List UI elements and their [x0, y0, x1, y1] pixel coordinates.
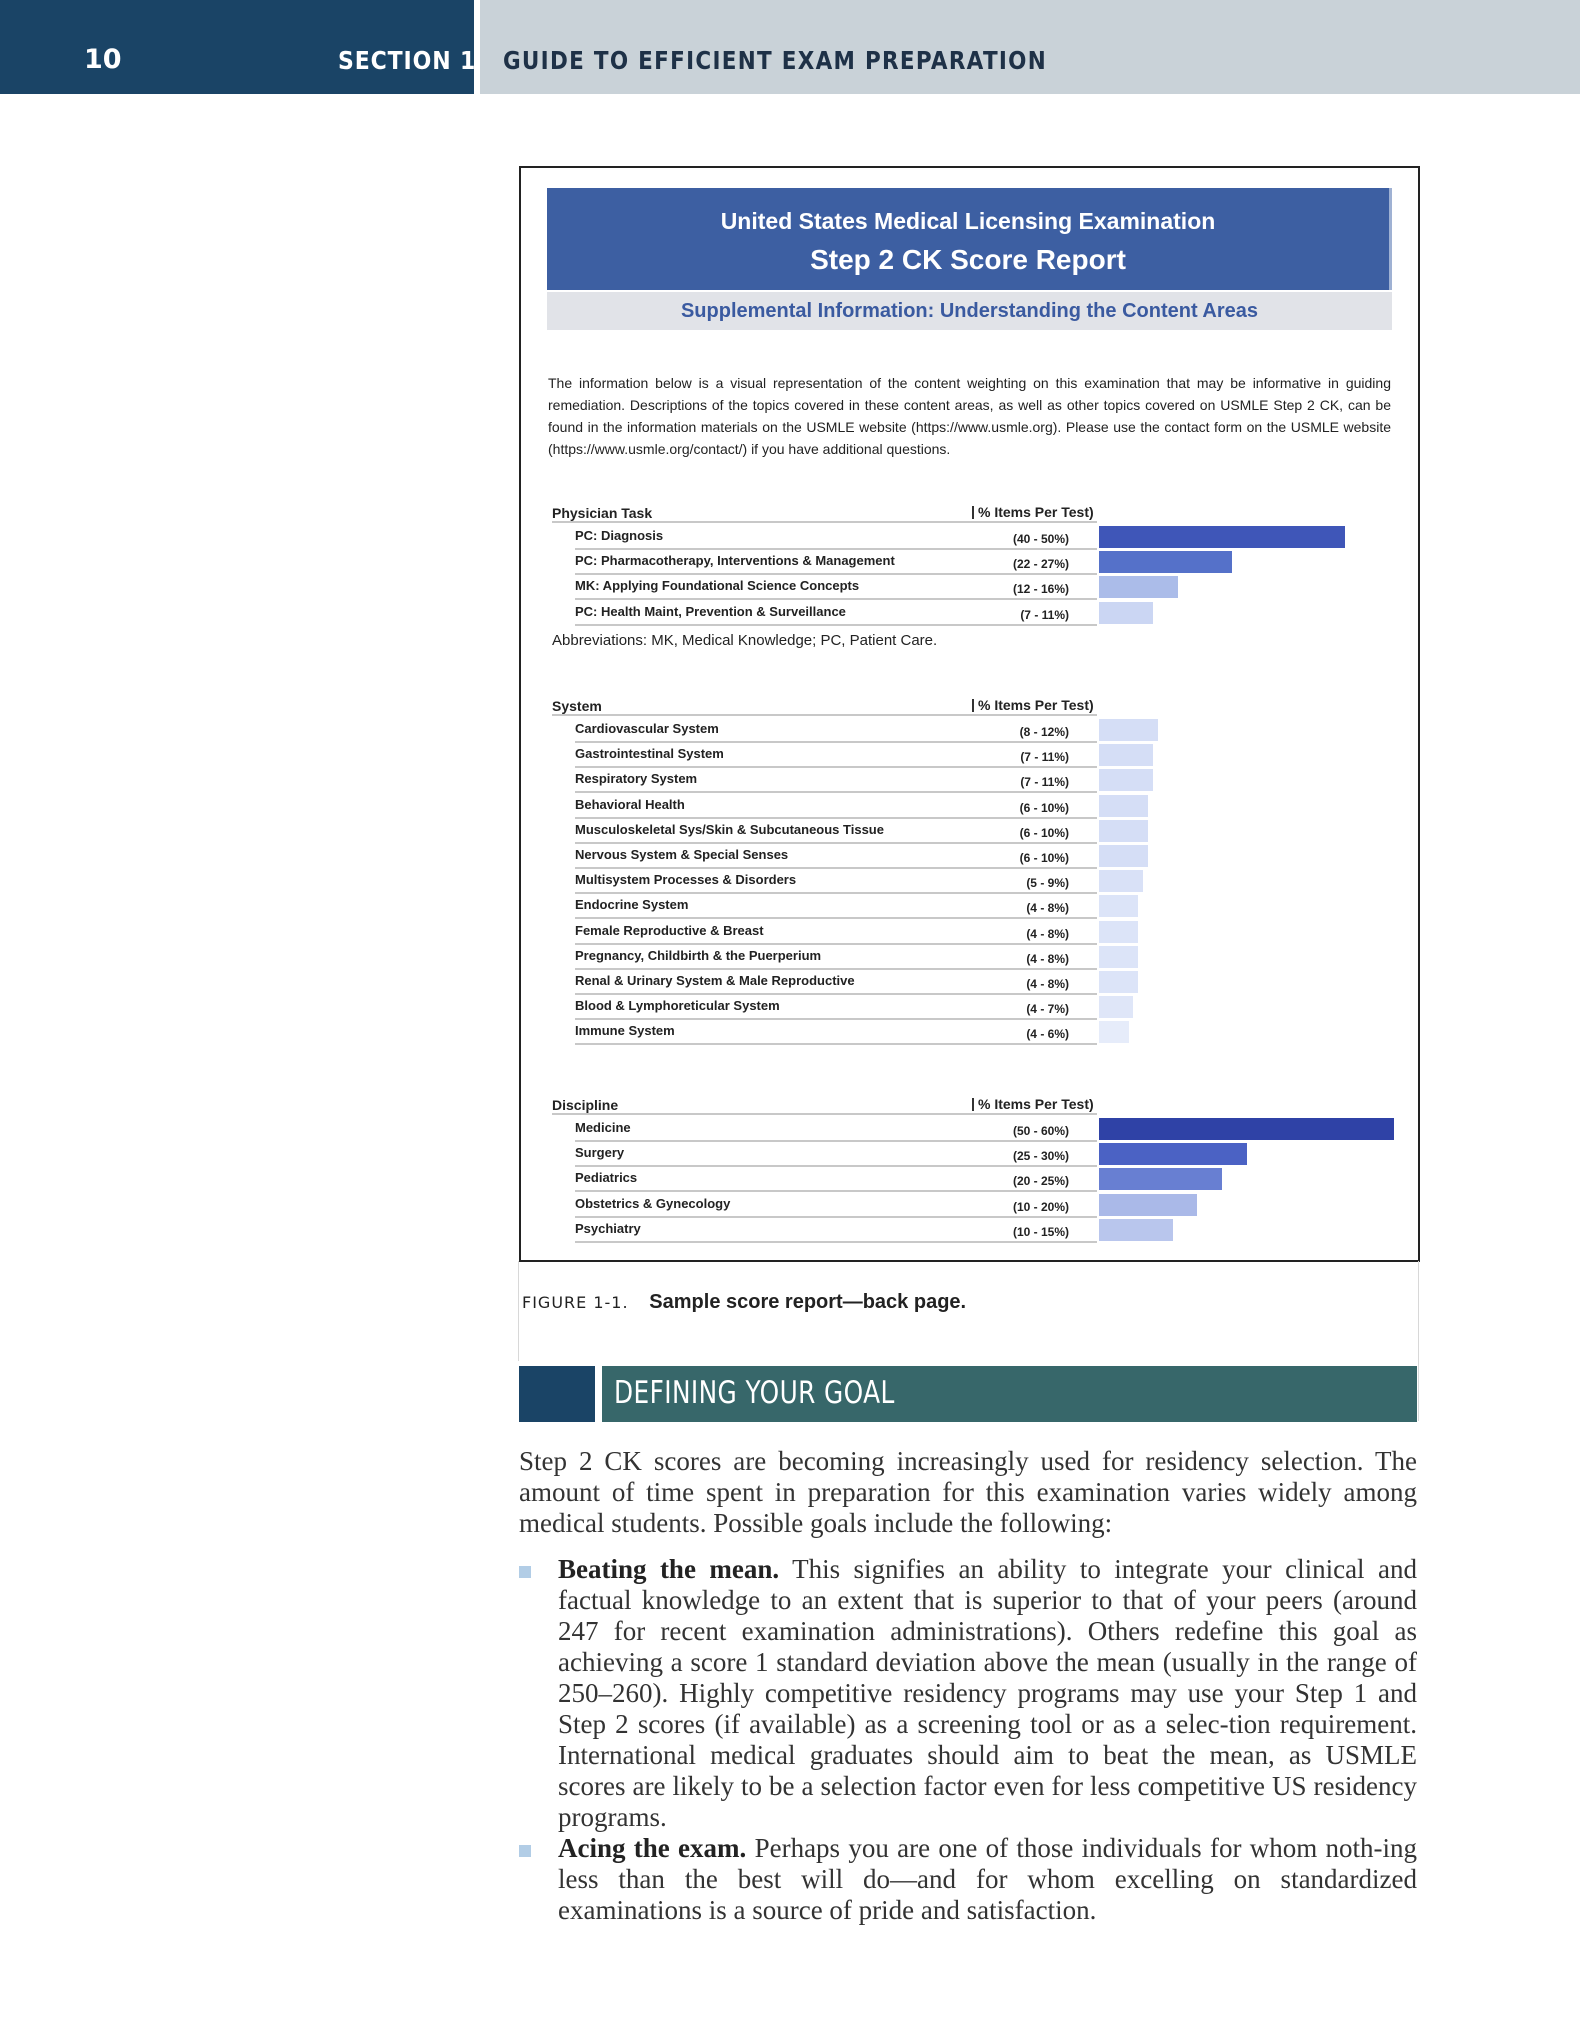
- score-row: [575, 718, 1097, 743]
- score-row-range: (6 - 10%): [1019, 851, 1069, 865]
- score-row-label: PC: Health Maint, Prevention & Surveillance: [575, 603, 846, 619]
- score-row-range: (4 - 7%): [1026, 1002, 1069, 1017]
- bullet-marker: [519, 1845, 531, 1857]
- score-row-range: (6 - 10%): [1019, 825, 1069, 840]
- score-row-label: Female Reproductive & Breast: [575, 922, 764, 938]
- running-title: GUIDE TO EFFICIENT EXAM PREPARATION: [503, 46, 1048, 75]
- score-bar: [1099, 971, 1138, 993]
- score-row: [575, 1142, 1097, 1167]
- score-row-range: (40 - 50%): [1012, 532, 1069, 546]
- score-bar: [1099, 719, 1158, 741]
- score-row-label: Gastrointestinal System: [575, 746, 724, 762]
- score-row: [575, 794, 1097, 819]
- score-row: [575, 945, 1097, 970]
- score-row-label: Endocrine System: [575, 897, 689, 913]
- score-row-range: (6 - 10%): [1019, 800, 1069, 815]
- score-row-range: (7 - 11%): [1020, 775, 1069, 790]
- score-row: [575, 1167, 1097, 1192]
- section-heading-marker: [519, 1366, 595, 1422]
- score-bar: [1099, 870, 1143, 892]
- bullet-text: Perhaps you are one of those individuals for whom noth-ing less than the best will do—and for whom excelling on standardized examinations is a source of pride and satisfaction.: [558, 1833, 1418, 1925]
- score-row: [575, 601, 1097, 626]
- score-bar: [1099, 845, 1148, 867]
- score-row-label: Respiratory System: [575, 771, 698, 787]
- score-row: [575, 869, 1097, 894]
- score-row-label: Musculoskeletal Sys/Skin & Subcutaneous Tissue: [575, 821, 884, 837]
- section-heading: DEFINING YOUR GOAL: [614, 1375, 895, 1411]
- bullet-lead: Beating the mean.: [558, 1554, 780, 1584]
- bullet-marker: [519, 1566, 531, 1578]
- figure-border-line: [1418, 1261, 1419, 1421]
- report-banner: [547, 188, 1392, 290]
- report-intro: The information below is a visual representation of the content weighting on this examination that may be informative in guiding remediation. Descriptions of the topics covered in these content areas, as well as other topics covered on USMLE Step 2 CK, can be found in the information materials on the USMLE website (https://www.usmle.org). Please use the contact form on the USMLE website (https://www.usmle.org/contact/) if you have additional questions.: [548, 375, 1391, 457]
- score-report-figure: [519, 166, 1420, 1262]
- score-bar: [1099, 744, 1153, 766]
- score-row-range: (50 - 60%): [1012, 1124, 1069, 1138]
- score-row: [575, 894, 1097, 919]
- score-row: [575, 819, 1097, 844]
- score-row-label: Cardiovascular System: [575, 721, 719, 736]
- score-row: [575, 995, 1097, 1020]
- score-row-range: (4 - 8%): [1026, 901, 1069, 916]
- score-row-label: Pediatrics: [575, 1170, 638, 1186]
- score-row: [575, 525, 1097, 550]
- bullet-lead: Acing the exam.: [558, 1833, 747, 1863]
- report-title-line1: United States Medical Licensing Examination: [720, 208, 1216, 234]
- score-row-label: PC: Pharmacotherapy, Interventions & Management: [575, 553, 895, 569]
- score-row-label: Medicine: [575, 1120, 631, 1135]
- score-row: [575, 1020, 1097, 1045]
- section-intro-paragraph: Step 2 CK scores are becoming increasingly used for residency selection. The amount of time spent in preparation for this examination varies widely among medical students. Possible goals include the following:: [519, 1446, 1417, 1538]
- score-row-label: Blood & Lymphoreticular System: [575, 998, 780, 1014]
- bullet-item: [558, 1554, 1417, 1833]
- score-row: [575, 768, 1097, 793]
- score-row-range: (12 - 16%): [1012, 582, 1069, 597]
- score-bar: [1099, 820, 1148, 842]
- score-row-label: Behavioral Health: [575, 796, 685, 812]
- bullet-item: [558, 1833, 1417, 1926]
- score-bar: [1099, 895, 1138, 917]
- score-row: [575, 743, 1097, 768]
- score-row-label: Renal & Urinary System & Male Reproductive: [575, 973, 855, 988]
- figure-caption: [522, 1291, 966, 1314]
- score-row-label: Pregnancy, Childbirth & the Puerperium: [575, 947, 822, 963]
- figure-border-line: [518, 1261, 519, 1361]
- score-row-range: (7 - 11%): [1020, 750, 1069, 765]
- report-title-line2: Step 2 CK Score Report: [810, 244, 1126, 275]
- score-bar: [1099, 946, 1138, 968]
- score-row: [575, 970, 1097, 995]
- score-row-range: (4 - 8%): [1026, 977, 1069, 991]
- score-row-label: Multisystem Processes & Disorders: [575, 872, 797, 888]
- score-row-label: Immune System: [575, 1023, 675, 1039]
- score-bar: [1099, 1194, 1197, 1216]
- score-row-range: (7 - 11%): [1020, 607, 1069, 622]
- score-bar: [1099, 996, 1133, 1018]
- score-row-range: (5 - 9%): [1026, 876, 1069, 891]
- score-row: [575, 1117, 1097, 1142]
- score-bar: [1099, 551, 1232, 573]
- figure-title: Sample score report—back page.: [649, 1291, 967, 1313]
- figure-label: FIGURE 1-1.: [522, 1293, 629, 1312]
- score-bar: [1099, 1143, 1247, 1165]
- score-row: [575, 844, 1097, 869]
- score-row-range: (22 - 27%): [1012, 557, 1069, 572]
- score-bar: [1099, 602, 1153, 624]
- group-header-rule: [552, 521, 1097, 523]
- group-title-discipline: Discipline: [552, 1097, 619, 1113]
- pct-header-system: % Items Per Test): [972, 699, 1094, 712]
- section-label: SECTION 1: [338, 46, 477, 75]
- score-row-label: Nervous System & Special Senses: [575, 847, 789, 862]
- pct-header-discipline: % Items Per Test): [972, 1098, 1094, 1111]
- score-row: [575, 575, 1097, 600]
- score-row-range: (20 - 25%): [1012, 1174, 1069, 1189]
- group-header-rule: [552, 1113, 1097, 1115]
- report-subtitle: Supplemental Information: Understanding the Content Areas: [547, 292, 1392, 330]
- group-header-rule: [552, 714, 1097, 716]
- score-bar: [1099, 1219, 1173, 1241]
- score-row: [575, 550, 1097, 575]
- score-bar: [1099, 921, 1138, 943]
- score-bar: [1099, 1021, 1129, 1043]
- page-number: 10: [84, 44, 122, 75]
- score-row-range: (10 - 20%): [1012, 1199, 1069, 1214]
- score-row-range: (8 - 12%): [1019, 725, 1069, 739]
- score-row: [575, 1218, 1097, 1243]
- score-row-label: Obstetrics & Gynecology: [575, 1195, 731, 1211]
- group-title-system: System: [552, 698, 602, 714]
- score-bar: [1099, 1168, 1222, 1190]
- score-bar: [1099, 576, 1178, 598]
- abbreviations-note: Abbreviations: MK, Medical Knowledge; PC, Patient Care.: [552, 632, 938, 649]
- score-row-range: (25 - 30%): [1012, 1149, 1069, 1164]
- bullet-text: This signifies an ability to integrate your clinical and factual knowledge to an extent that is superior to that of your peers (around 247 for recent examination administrations). Others redefine this goal as achieving a score 1 standard deviation above the mean (usually in the range of 250–260). Highly competitive residency programs may use your Step 1 and Step 2 scores (if available) as a screening tool or as a selec-tion requirement. International medical graduates should aim to beat the mean, as USMLE scores are likely to be a selection factor even for less competitive US residency programs.: [558, 1554, 1417, 1832]
- score-row-range: (4 - 8%): [1026, 926, 1069, 941]
- score-row-range: (4 - 6%): [1026, 1027, 1069, 1042]
- score-row-label: PC: Diagnosis: [575, 528, 664, 543]
- score-bar: [1099, 795, 1148, 817]
- score-bar: [1099, 526, 1345, 548]
- score-bar: [1099, 1118, 1394, 1140]
- group-title-physician-task: Physician Task: [552, 505, 653, 521]
- score-row-range: (10 - 15%): [1012, 1224, 1069, 1239]
- score-row-range: (4 - 8%): [1026, 951, 1069, 966]
- score-row: [575, 1193, 1097, 1218]
- score-row: [575, 920, 1097, 945]
- score-row-label: Psychiatry: [575, 1220, 641, 1236]
- score-row-label: Surgery: [575, 1145, 625, 1161]
- score-row-label: MK: Applying Foundational Science Concepts: [575, 578, 860, 594]
- pct-header-task: % Items Per Test): [972, 506, 1094, 519]
- score-bar: [1099, 769, 1153, 791]
